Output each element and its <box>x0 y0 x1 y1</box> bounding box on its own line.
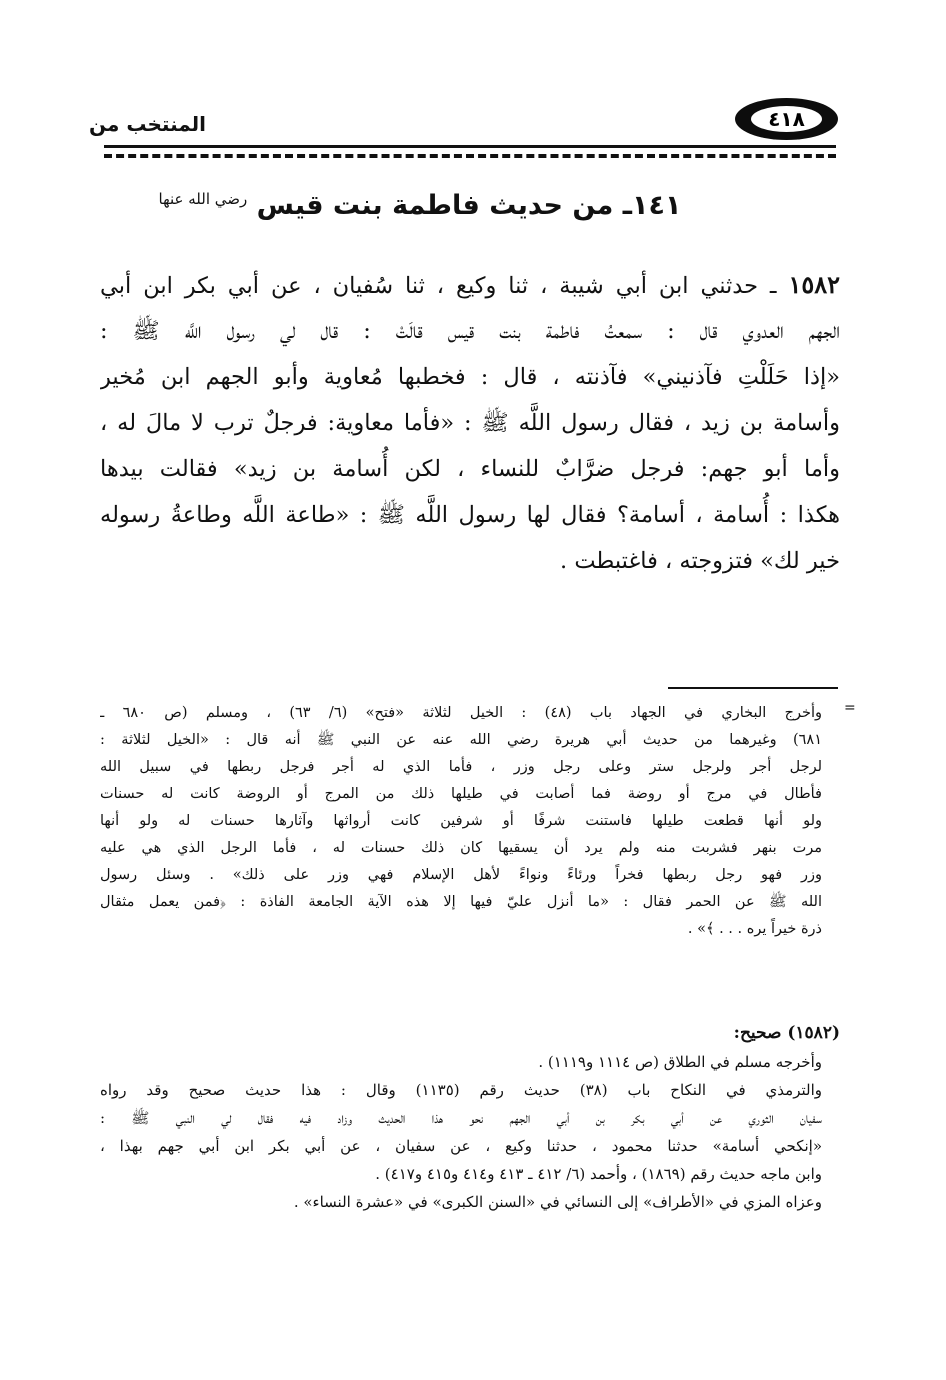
footnote-line: الله ﷺ عن الحمر فقال : «ما أنزل عليّ فيها إلا هذه الآية الجامعة الفاذة : ﴿فمن يعمل مثقال <box>100 894 822 910</box>
page-number: ٤١٨ <box>751 106 822 132</box>
hadith-line-4: وأسامة بن زيد ، فقال رسول اللَّه ﷺ : «فأما معاوية: فرجلٌ ترب لا مالَ له ، <box>100 410 840 436</box>
hadith-line-5: وأما أبو جهم: فرجل ضرَّابٌ للنساء ، لكن أُسامة بن زيد» فقالت بيدها <box>100 456 840 482</box>
page-header <box>0 0 946 170</box>
footnote-block <box>100 700 840 943</box>
footnote-line: ولو أنها قطعت طيلها فاستنت شرفًا أو شرفين كانت أرواثها وآثارها حسنات له ولو أنها <box>100 813 822 829</box>
footnote-line: وأخرج البخاري في الجهاد باب (٤٨) : الخيل لثلاثة «فتح» (٦/ ٦٣) ، ومسلم (ص ٦٨٠ ـ <box>100 705 823 721</box>
grading-line: وابن ماجه حديث رقم (١٨٦٩) ، وأحمد (٦/ ٤١٢ ـ ٤١٣ و٤١٤ و٤١٥ و٤١٧) . <box>375 1165 822 1183</box>
chapter-title <box>150 190 690 221</box>
header-dashed-rule <box>104 154 836 158</box>
footnote-line: لرجل أجر ولرجل ستر وعلى رجل وزر ، فأما الذي له أجر فرجل ربطها في سبيل الله <box>100 759 822 775</box>
footnote-continuation-marker: = <box>844 700 856 716</box>
hadith-line-3: «إذا حَلَلْتِ فآذنيني» فآذنته ، قال : فخطبها مُعاوية وأبو الجهم ابن مُخير <box>100 364 840 390</box>
hadith-line-7: خير لك» فتزوجته ، فاغتبطت . <box>560 548 840 574</box>
grading-line: والترمذي في النكاح باب (٣٨) حديث رقم (١١٣٥) وقال : هذا حديث صحيح وقد رواه <box>100 1081 822 1099</box>
hadith-text <box>100 262 840 584</box>
hadith-line-1 <box>100 262 840 308</box>
running-title: المنتخب من <box>88 112 206 136</box>
grading-line: سفيان الثوري عن أبي بكر بن أبي الجهم نحو هذا الحديث وزاد فيه فقال لي النبي ﷺ : <box>100 1109 822 1127</box>
footnote-separator <box>668 687 838 689</box>
hadith-line-2: الجهم العدوي قال : سمعتُ فاطمة بنت قيس قالَتْ : قال لي رسول اللَّه ﷺ : <box>100 318 840 344</box>
chapter-title-text: ١٤١ـ من حديث فاطمة بنت قيس <box>256 190 682 221</box>
footnote-line: مرت بنهر فشربت منه ولم يرد أن يسقيها كان ذلك حسنات له ، فأما الرجل الذي هي عليه <box>100 840 822 856</box>
hadith-number: ١٥٨٢ <box>788 270 840 299</box>
footnote-line: فأطال في مرج أو روضة فما أصابت في طيلها ذلك من المرج أو الروضة كانت له حسنات <box>100 786 822 802</box>
grading-line: «إنكحي أسامة» حدثنا محمود ، حدثنا وكيع ، عن سفيان ، عن أبي بكر ابن أبي جهم بهذا ، <box>100 1137 822 1155</box>
grading-line: وأخرجه مسلم في الطلاق (ص ١١١٤ و١١١٩) . <box>538 1053 822 1071</box>
header-rule <box>104 145 836 148</box>
honorific-glyph: رضي الله عنها <box>158 190 248 208</box>
grading-heading: (١٥٨٢) صحيح: <box>733 1023 840 1043</box>
footnote-line: ٦٨١) وغيرهما من حديث أبي هريرة رضي الله عنه عن النبي ﷺ أنه قال : «الخيل لثلاثة : <box>100 732 822 748</box>
grading-block <box>100 1018 840 1216</box>
hadith-line-6: هكذا : أُسامة ، أسامة؟ فقال لها رسول اللَّه ﷺ : «طاعة اللَّه وطاعةُ رسوله <box>100 502 840 528</box>
page-number-badge <box>735 98 838 140</box>
hadith-line-text: ـ حدثني ابن أبي شيبة ، ثنا وكيع ، ثنا سُفيان ، عن أبي بكر ابن أبي <box>100 273 777 299</box>
footnote-line: ذرة خيراً يره . . . ﴾» . <box>687 921 822 937</box>
grading-line: وعزاه المزي في «الأطراف» إلى النسائي في «السنن الكبرى» في «عشرة النساء» . <box>293 1193 822 1211</box>
footnote-line: وزر فهو رجل ربطها فخراً ورئاءً ونواءً لأهل الإسلام فهي وزر على ذلك» . وسئل رسول <box>100 867 822 883</box>
